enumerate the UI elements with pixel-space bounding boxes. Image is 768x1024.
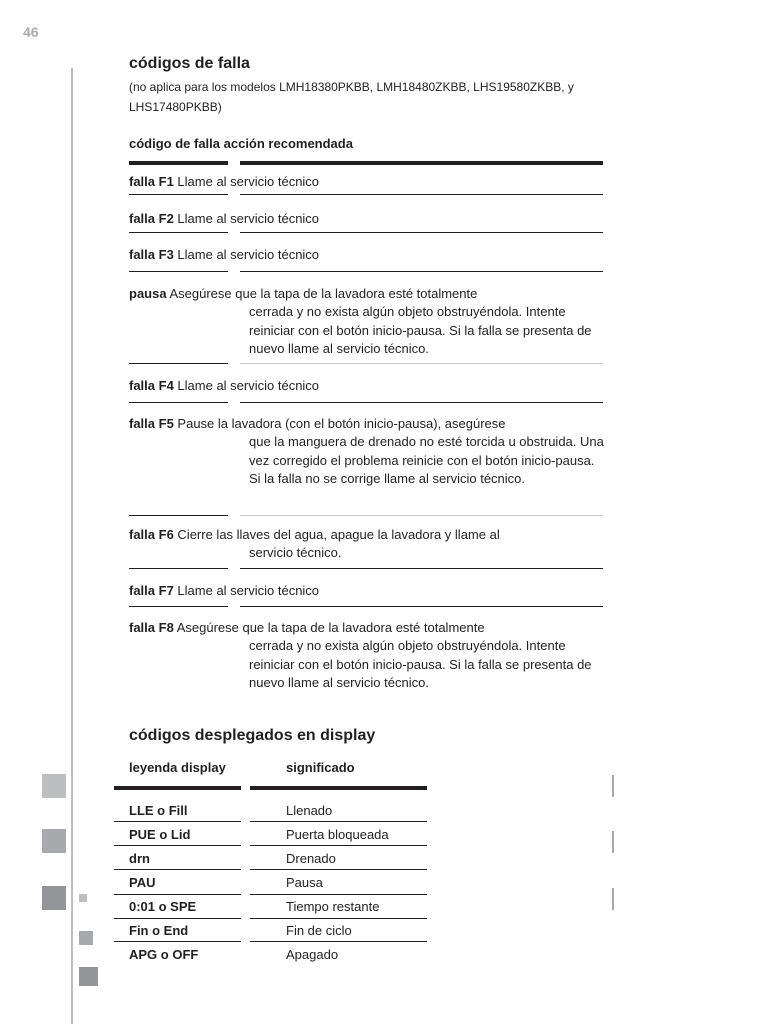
fault-code: falla F5 [129,416,174,431]
margin-square [79,894,87,902]
fault-code: falla F8 [129,620,174,635]
display-row-divider [250,941,427,942]
fault-row [129,526,500,544]
row-divider [240,402,603,403]
header-rule [240,161,603,165]
display-row-divider [114,918,241,919]
display-meaning: Tiempo restante [286,899,380,914]
fault-section-title: códigos de falla [129,55,250,72]
fault-action: Cierre las llaves del agua, apague la lavadora y llame al [177,527,500,542]
row-divider [240,232,603,233]
fault-section-note: (no aplica para los modelos LMH18380PKBB, LMH18480ZKBB, LHS19580ZKBB, y LHS17480PKBB) [129,80,574,114]
fault-row [129,582,319,600]
margin-tick [612,831,614,853]
fault-action: Asegúrese que la tapa de la lavadora esté totalmente [169,286,478,301]
display-row-divider [114,894,241,895]
fault-row [129,246,319,264]
display-row-divider [114,941,241,942]
fault-row [129,285,477,303]
row-divider [129,194,228,195]
row-divider [129,363,228,364]
display-legend: PAU [129,875,156,890]
display-meaning: Puerta bloqueada [286,827,389,842]
fault-action: Pause la lavadora (con el botón inicio-pausa), asegúrese [177,416,506,431]
display-legend: 0:01 o SPE [129,899,197,914]
row-divider [129,232,228,233]
display-header-rule [250,786,427,790]
page-number: 46 [23,24,39,40]
display-legend: drn [129,851,150,866]
display-row-divider [114,821,241,822]
row-divider [129,515,228,516]
margin-rule [71,68,73,1024]
fault-row [129,173,319,191]
display-meaning: Apagado [286,947,339,962]
margin-tick [612,888,614,910]
fault-row [129,377,319,395]
display-meaning: Llenado [286,803,333,818]
margin-tick [612,775,614,797]
display-legend: APG o OFF [129,947,199,962]
display-col-legend: leyenda display [129,760,226,775]
header-rule [129,161,228,165]
fault-row [129,210,319,228]
display-meaning: Drenado [286,851,336,866]
row-divider [240,363,603,364]
fault-row [129,619,485,637]
margin-square [42,829,66,853]
display-row-divider [250,845,427,846]
row-divider [129,402,228,403]
margin-square [42,886,66,910]
fault-code: falla F7 [129,583,174,598]
display-row-divider [114,869,241,870]
fault-action-continued: que la manguera de drenado no esté torcida u obstruida. Una vez corregido el problema reinicie con el botón inicio-pausa. Si la falla no se corrige llame al servicio técnico. [249,434,604,486]
row-divider [129,271,228,272]
display-legend: PUE o Lid [129,827,191,842]
margin-square [79,931,93,945]
display-legend: LLE o Fill [129,803,188,818]
fault-action: Llame al servicio técnico [177,583,320,598]
fault-table-header: código de falla acción recomendada [129,136,353,151]
fault-action-continued: servicio técnico. [249,545,342,560]
display-row-divider [250,869,427,870]
fault-code: falla F2 [129,211,174,226]
fault-row [129,415,506,433]
margin-square [42,774,66,798]
fault-action: Llame al servicio técnico [177,211,320,226]
margin-square [79,967,98,986]
display-header-rule [114,786,241,790]
display-meaning: Pausa [286,875,323,890]
display-col-meaning: significado [286,760,355,775]
fault-action: Llame al servicio técnico [177,378,320,393]
fault-code: falla F1 [129,174,174,189]
display-row-divider [250,894,427,895]
row-divider [240,515,603,516]
row-divider [240,194,603,195]
display-row-divider [250,821,427,822]
row-divider [240,606,603,607]
fault-code: pausa [129,286,167,301]
display-row-divider [250,918,427,919]
fault-action: Llame al servicio técnico [177,174,320,189]
row-divider [240,568,603,569]
row-divider [129,606,228,607]
fault-action-continued: cerrada y no exista algún objeto obstruyéndola. Intente reiniciar con el botón inicio-pausa. Si la falla se presenta de nuevo llame al servicio técnico. [249,638,592,690]
fault-action: Asegúrese que la tapa de la lavadora esté totalmente [176,620,485,635]
row-divider [240,271,603,272]
display-row-divider [114,845,241,846]
display-legend: Fin o End [129,923,189,938]
fault-code: falla F4 [129,378,174,393]
display-meaning: Fin de ciclo [286,923,352,938]
display-section-title: códigos desplegados en display [129,727,376,744]
fault-action: Llame al servicio técnico [177,247,320,262]
fault-code: falla F6 [129,527,174,542]
fault-action-continued: cerrada y no exista algún objeto obstruyéndola. Intente reiniciar con el botón inicio-pausa. Si la falla se presenta de nuevo llame al servicio técnico. [249,304,592,356]
fault-code: falla F3 [129,247,174,262]
row-divider [129,568,228,569]
